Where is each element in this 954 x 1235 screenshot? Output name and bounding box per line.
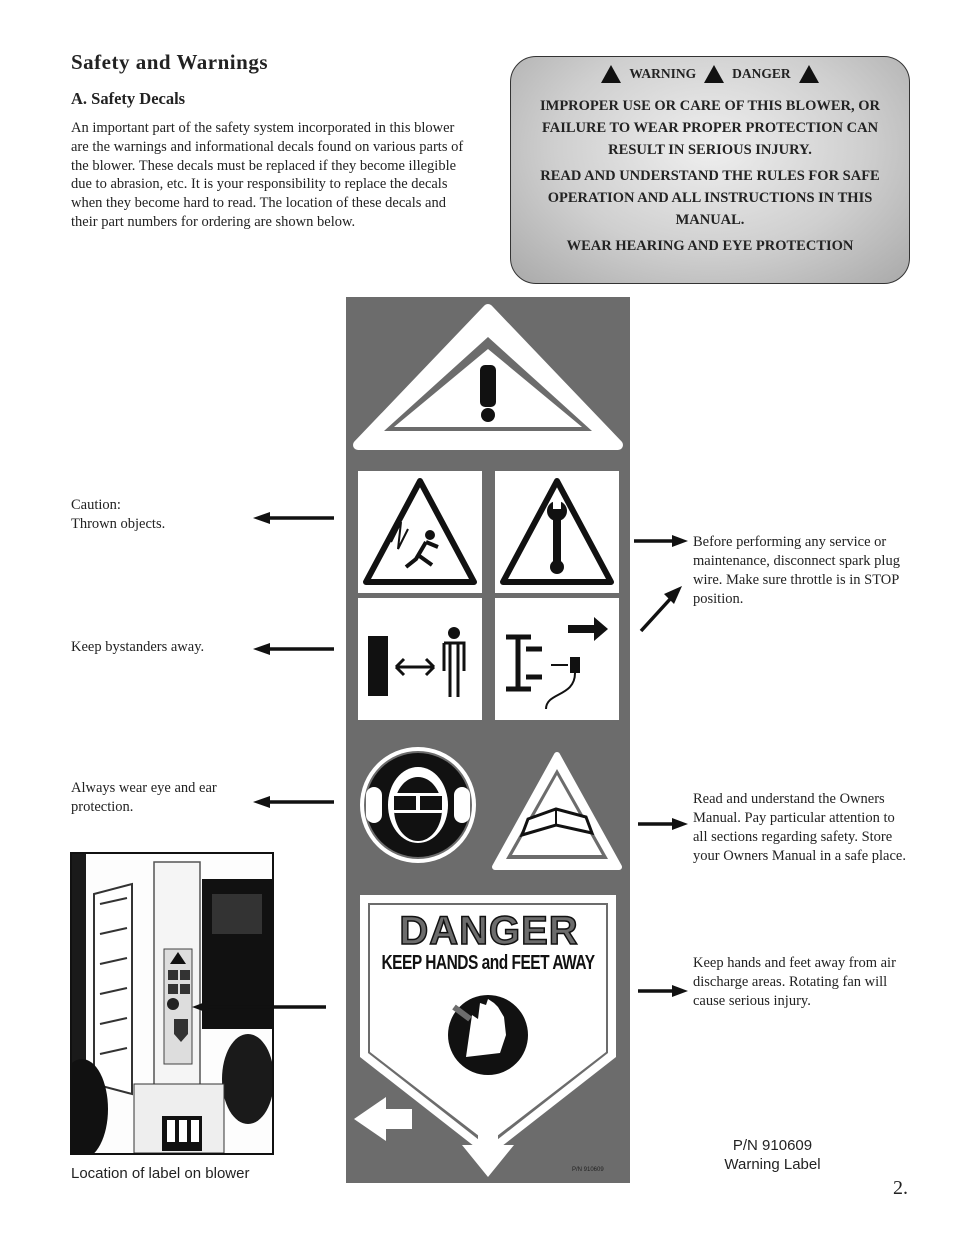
callout-thrown-line1: Caution: — [71, 497, 121, 513]
page-number: 2. — [893, 1177, 908, 1199]
callout-thrown-line2: Thrown objects. — [71, 516, 166, 532]
callout-bystanders: Keep bystanders away. — [71, 639, 205, 655]
arrow-left-thrown-head — [253, 512, 270, 524]
photo-caption: Location of label on blower — [71, 1165, 250, 1182]
warning-text-2: READ AND UNDERSTAND THE RULES FOR SAFE OPERATION AND ALL INSTRUCTIONS IN THIS MANUAL. — [540, 168, 880, 228]
warning-text-3: WEAR HEARING AND EYE PROTECTION — [566, 238, 854, 254]
arrow-diagonal-service — [641, 597, 672, 631]
callout-protection: Always wear eye and ear protection. — [71, 780, 217, 815]
warning-text-1: IMPROPER USE OR CARE OF THIS BLOWER, OR FAILURE TO WEAR PROPER PROTECTION CAN RESULT IN SERIOUS INJURY. — [540, 98, 880, 158]
arrow-left-bystanders-head — [253, 643, 270, 655]
danger-label: DANGER — [732, 66, 791, 81]
intro-paragraph: An important part of the safety system incorporated in this blower are the warnings and informational decals found on various parts of the blower. These decals must be replaced if they become illegible due to abrasion, etc. It is your responsibility to replace the decals when they become hard to read. The location of these decals and their part numbers for ordering are shown below. — [71, 120, 464, 230]
callout-service: Before performing any service or maintenance, disconnect spark plug wire. Make sure throttle is in STOP position. — [693, 534, 900, 607]
decal-part-number: P/N 910609 — [572, 1167, 604, 1173]
arrow-left-protection-head — [253, 796, 270, 808]
arrow-right-service-head — [672, 535, 688, 547]
part-number: P/N 910609 — [732, 1137, 813, 1154]
part-name: Warning Label — [724, 1156, 821, 1173]
section-heading: A. Safety Decals — [71, 89, 186, 108]
arrow-right-hands-head — [672, 985, 688, 997]
part-number-label — [700, 1136, 845, 1174]
warning-label: WARNING — [629, 66, 697, 81]
danger-word: DANGER — [399, 909, 579, 953]
callout-hands: Keep hands and feet away from air discharge areas. Rotating fan will cause serious injury. — [693, 955, 896, 1009]
callout-manual: Read and understand the Owners Manual. Pay particular attention to all sections regarding safety. Store your Owners Manual in a safe place. — [693, 791, 906, 864]
page-title: Safety and Warnings — [71, 50, 268, 74]
arrow-right-manual-head — [672, 818, 688, 830]
photo-pointer-arrow — [190, 996, 330, 1020]
keep-hands-text: KEEP HANDS and FEET AWAY — [381, 952, 595, 975]
